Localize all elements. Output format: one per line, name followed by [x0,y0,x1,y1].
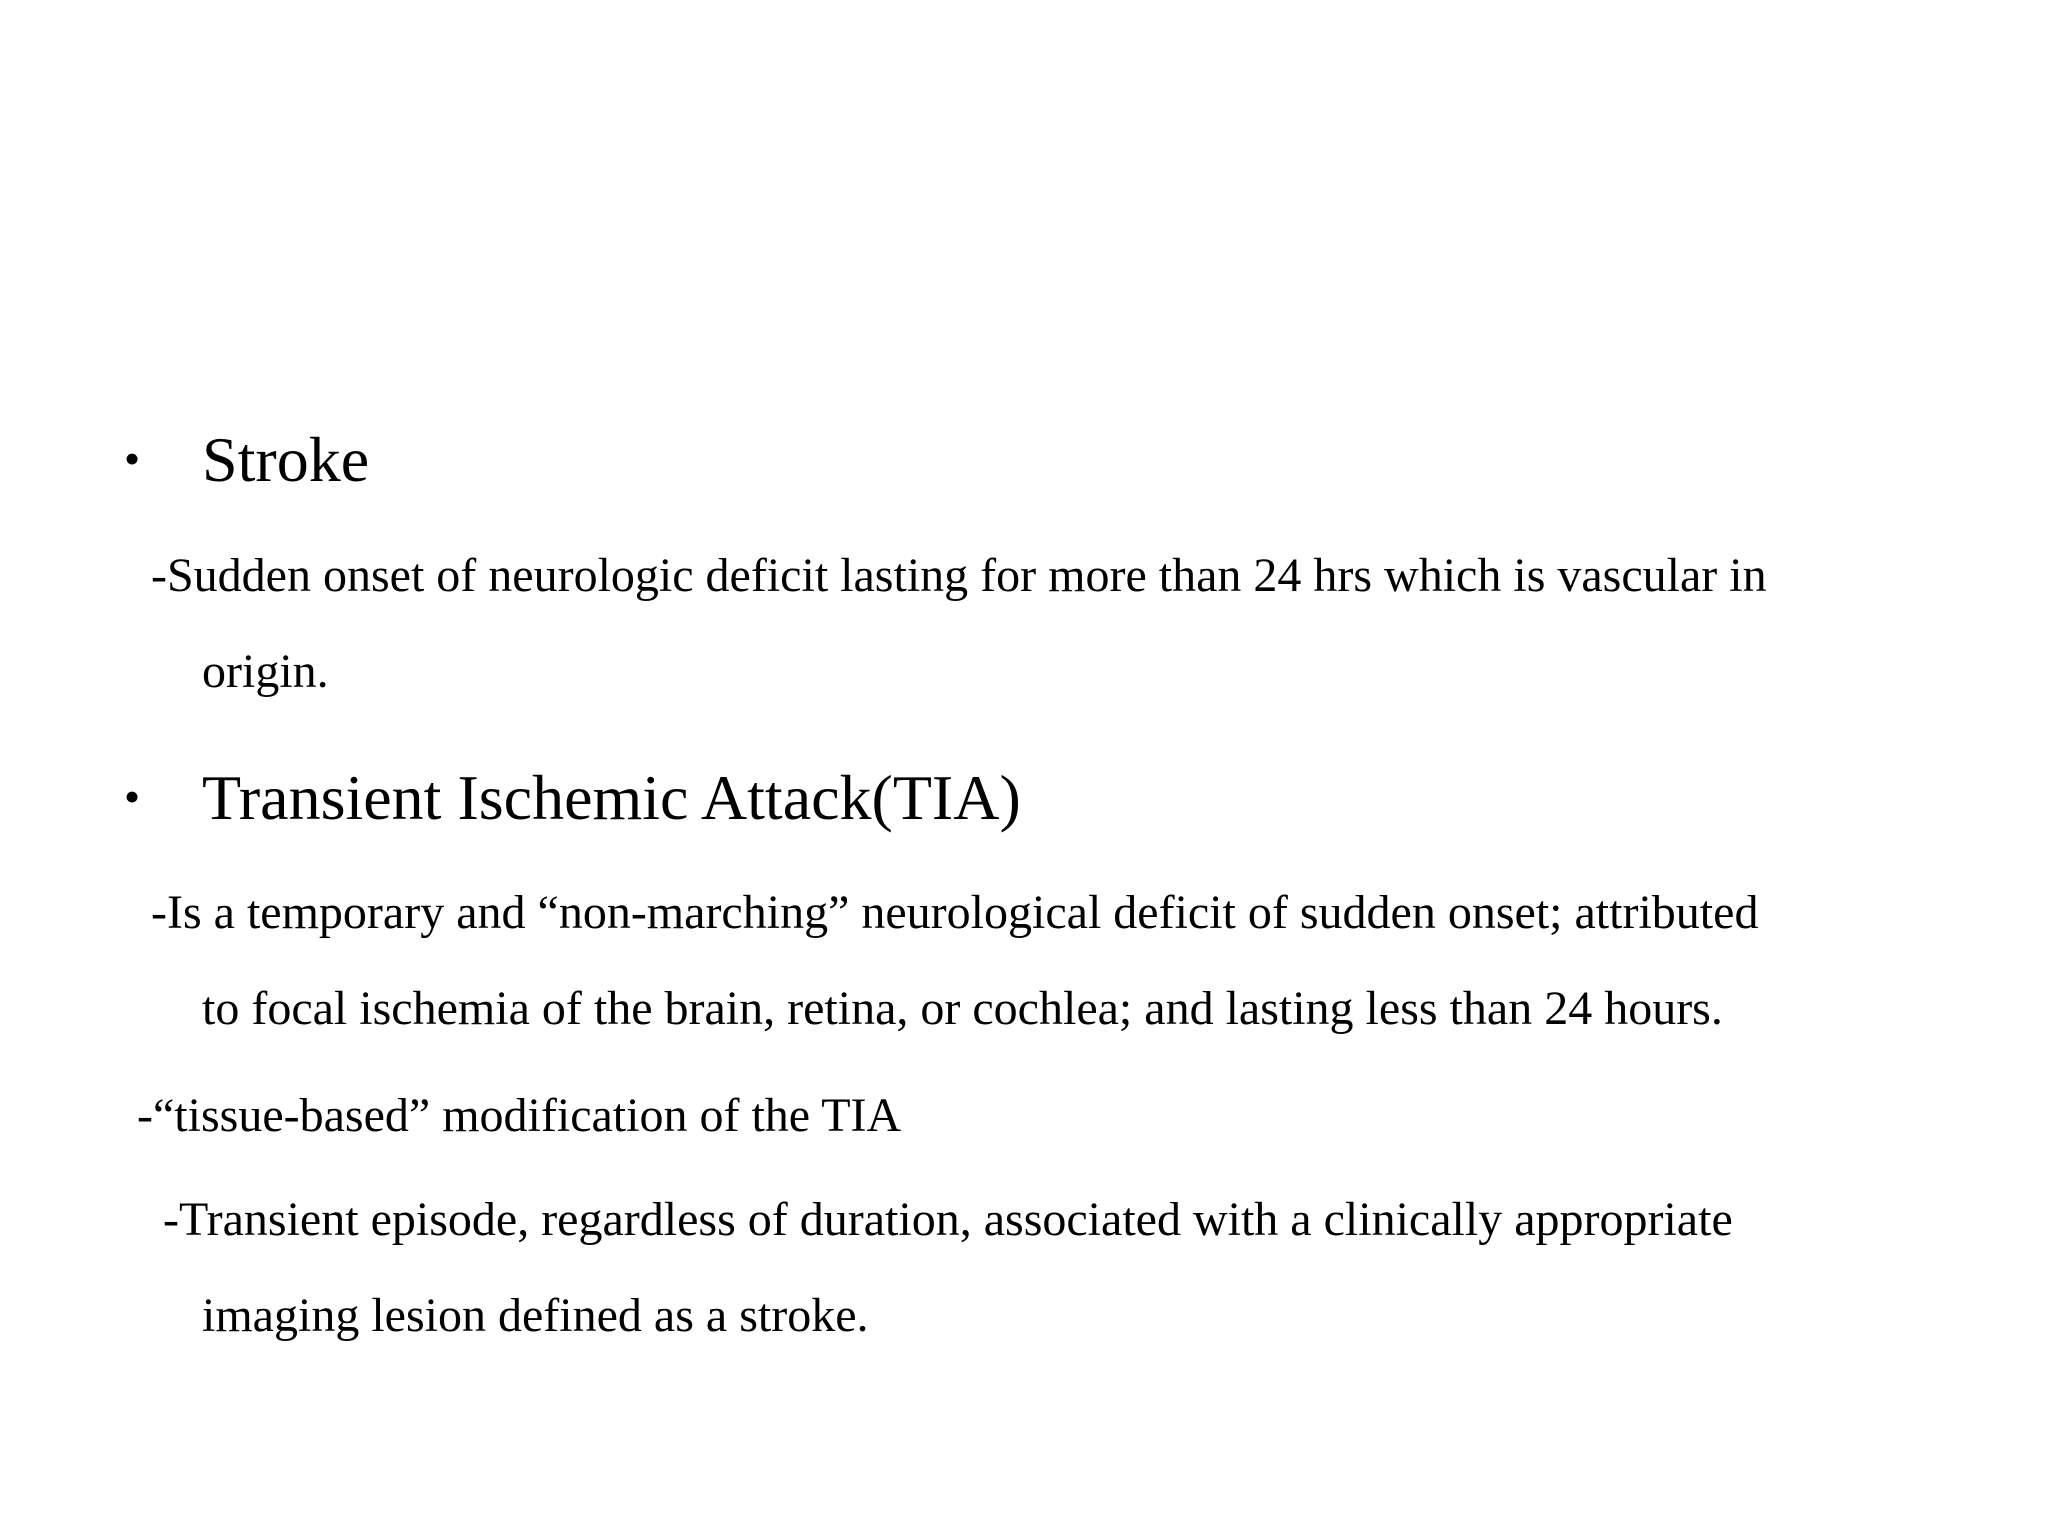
tia-definition-line-1: -Is a temporary and “non-marching” neurological deficit of sudden onset; attributed [151,886,1759,939]
tia-definition-line-2: to focal ischemia of the brain, retina, or cochlea; and lasting less than 24 hours. [202,982,1723,1035]
tissue-definition-line-1: -Transient episode, regardless of duration, associated with a clinically appropriate [163,1193,1733,1246]
tissue-based-note: -“tissue-based” modification of the TIA [137,1089,902,1142]
stroke-definition-line-2: origin. [202,645,329,698]
heading-tia: Transient Ischemic Attack(TIA) [202,762,1021,833]
stroke-definition-line-1: -Sudden onset of neurologic deficit lasting for more than 24 hrs which is vascular in [151,549,1767,602]
bullet-icon: • [124,771,141,822]
heading-stroke: Stroke [202,424,370,495]
bullet-icon: • [124,433,141,484]
tissue-definition-line-2: imaging lesion defined as a stroke. [202,1289,869,1342]
